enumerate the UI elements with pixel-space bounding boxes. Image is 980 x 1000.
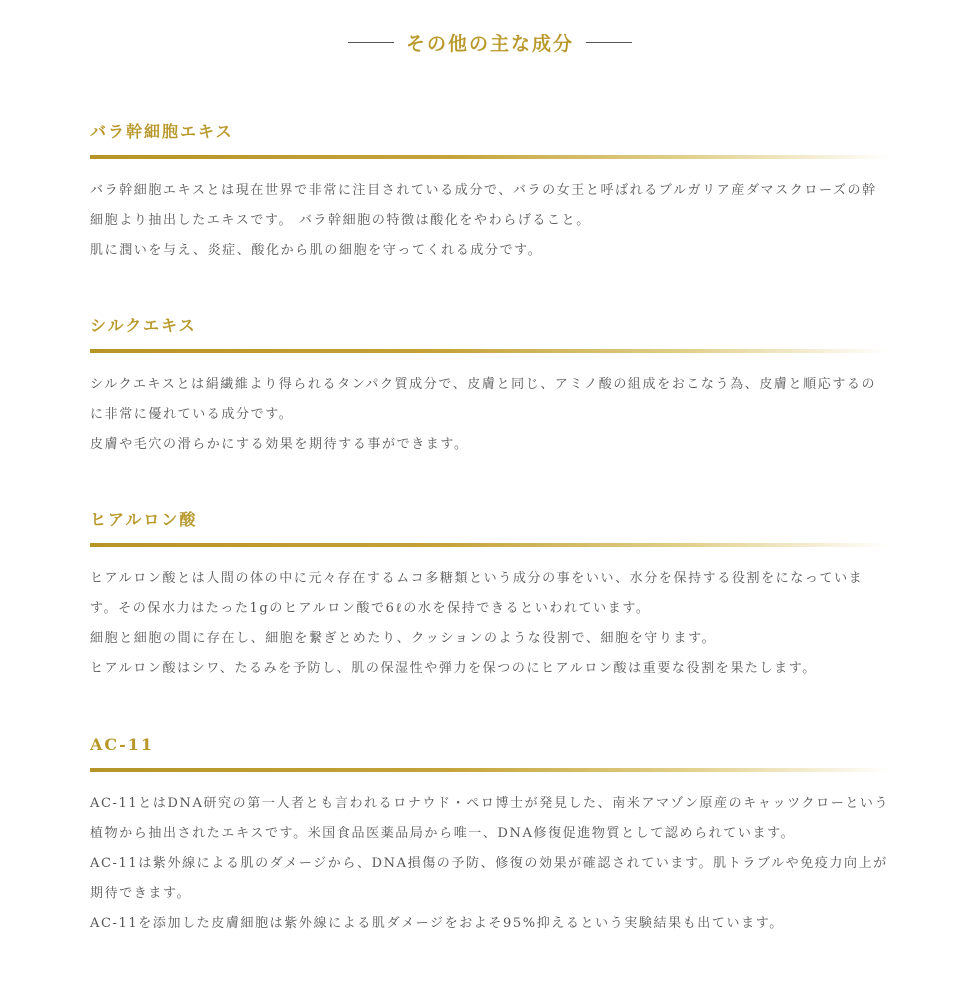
paragraph: ヒアルロン酸はシワ、たるみを予防し、肌の保湿性や弾力を保つのにヒアルロン酸は重要な役割を果たします。 (90, 661, 817, 676)
section-hyaluronic-acid (90, 508, 890, 676)
page-header (0, 24, 980, 60)
section-ac-11 (90, 733, 890, 931)
paragraph: ヒアルロン酸とは人間の体の中に元々存在するムコ多糖類という成分の事をいい、水分を保持する役割をになっています。その保水力はたった1gのヒアルロン酸で6ℓの水を保持できるといわれています。 (90, 571, 864, 616)
section-divider (90, 768, 890, 772)
section-silk-extract (90, 314, 890, 452)
paragraph: AC-11を添加した皮膚細胞は紫外線による肌ダメージをおよそ95%抑えるという実験結果も出ています。 (90, 916, 784, 931)
section-divider (90, 543, 890, 547)
section-title: AC-11 (90, 735, 155, 754)
paragraph: シルクエキスとは絹繊維より得られるタンパク質成分で、皮膚と同じ、アミノ酸の組成をおこなう為、皮膚と順応するのに非常に優れている成分です。 (90, 377, 877, 422)
section-divider (90, 349, 890, 353)
paragraph: 肌に潤いを与え、炎症、酸化から肌の細胞を守ってくれる成分です。 (90, 243, 543, 258)
section-body (90, 564, 890, 684)
section-title: ヒアルロン酸 (90, 510, 198, 529)
section-title: シルクエキス (90, 316, 197, 335)
paragraph: 皮膚や毛穴の滑らかにする効果を期待する事ができます。 (90, 437, 469, 452)
section-body (90, 370, 890, 460)
section-rose-stem-cell (90, 120, 890, 258)
header-right-rule (586, 42, 632, 43)
paragraph: バラ幹細胞エキスとは現在世界で非常に注目されている成分で、バラの女王と呼ばれるブルガリア産ダマスクローズの幹細胞より抽出したエキスです。 バラ幹細胞の特徴は酸化をやわらげること。 (90, 183, 877, 228)
paragraph: AC-11は紫外線による肌のダメージから、DNA損傷の予防、修復の効果が確認されています。肌トラブルや免疫力向上が期待できます。 (90, 856, 888, 901)
header-left-rule (348, 42, 394, 43)
section-divider (90, 155, 890, 159)
section-body (90, 176, 890, 266)
page-title: その他の主な成分 (405, 32, 574, 55)
paragraph: 細胞と細胞の間に存在し、細胞を繋ぎとめたり、クッションのような役割で、細胞を守ります。 (90, 631, 717, 646)
section-title: バラ幹細胞エキス (90, 122, 234, 141)
section-body (90, 789, 890, 939)
paragraph: AC-11とはDNA研究の第一人者とも言われるロナウド・ペロ博士が発見した、南米アマゾン原産のキャッツクローという植物から抽出されたエキスです。米国食品医薬品局から唯一、DNA修復促進物質として認められています。 (90, 796, 890, 841)
